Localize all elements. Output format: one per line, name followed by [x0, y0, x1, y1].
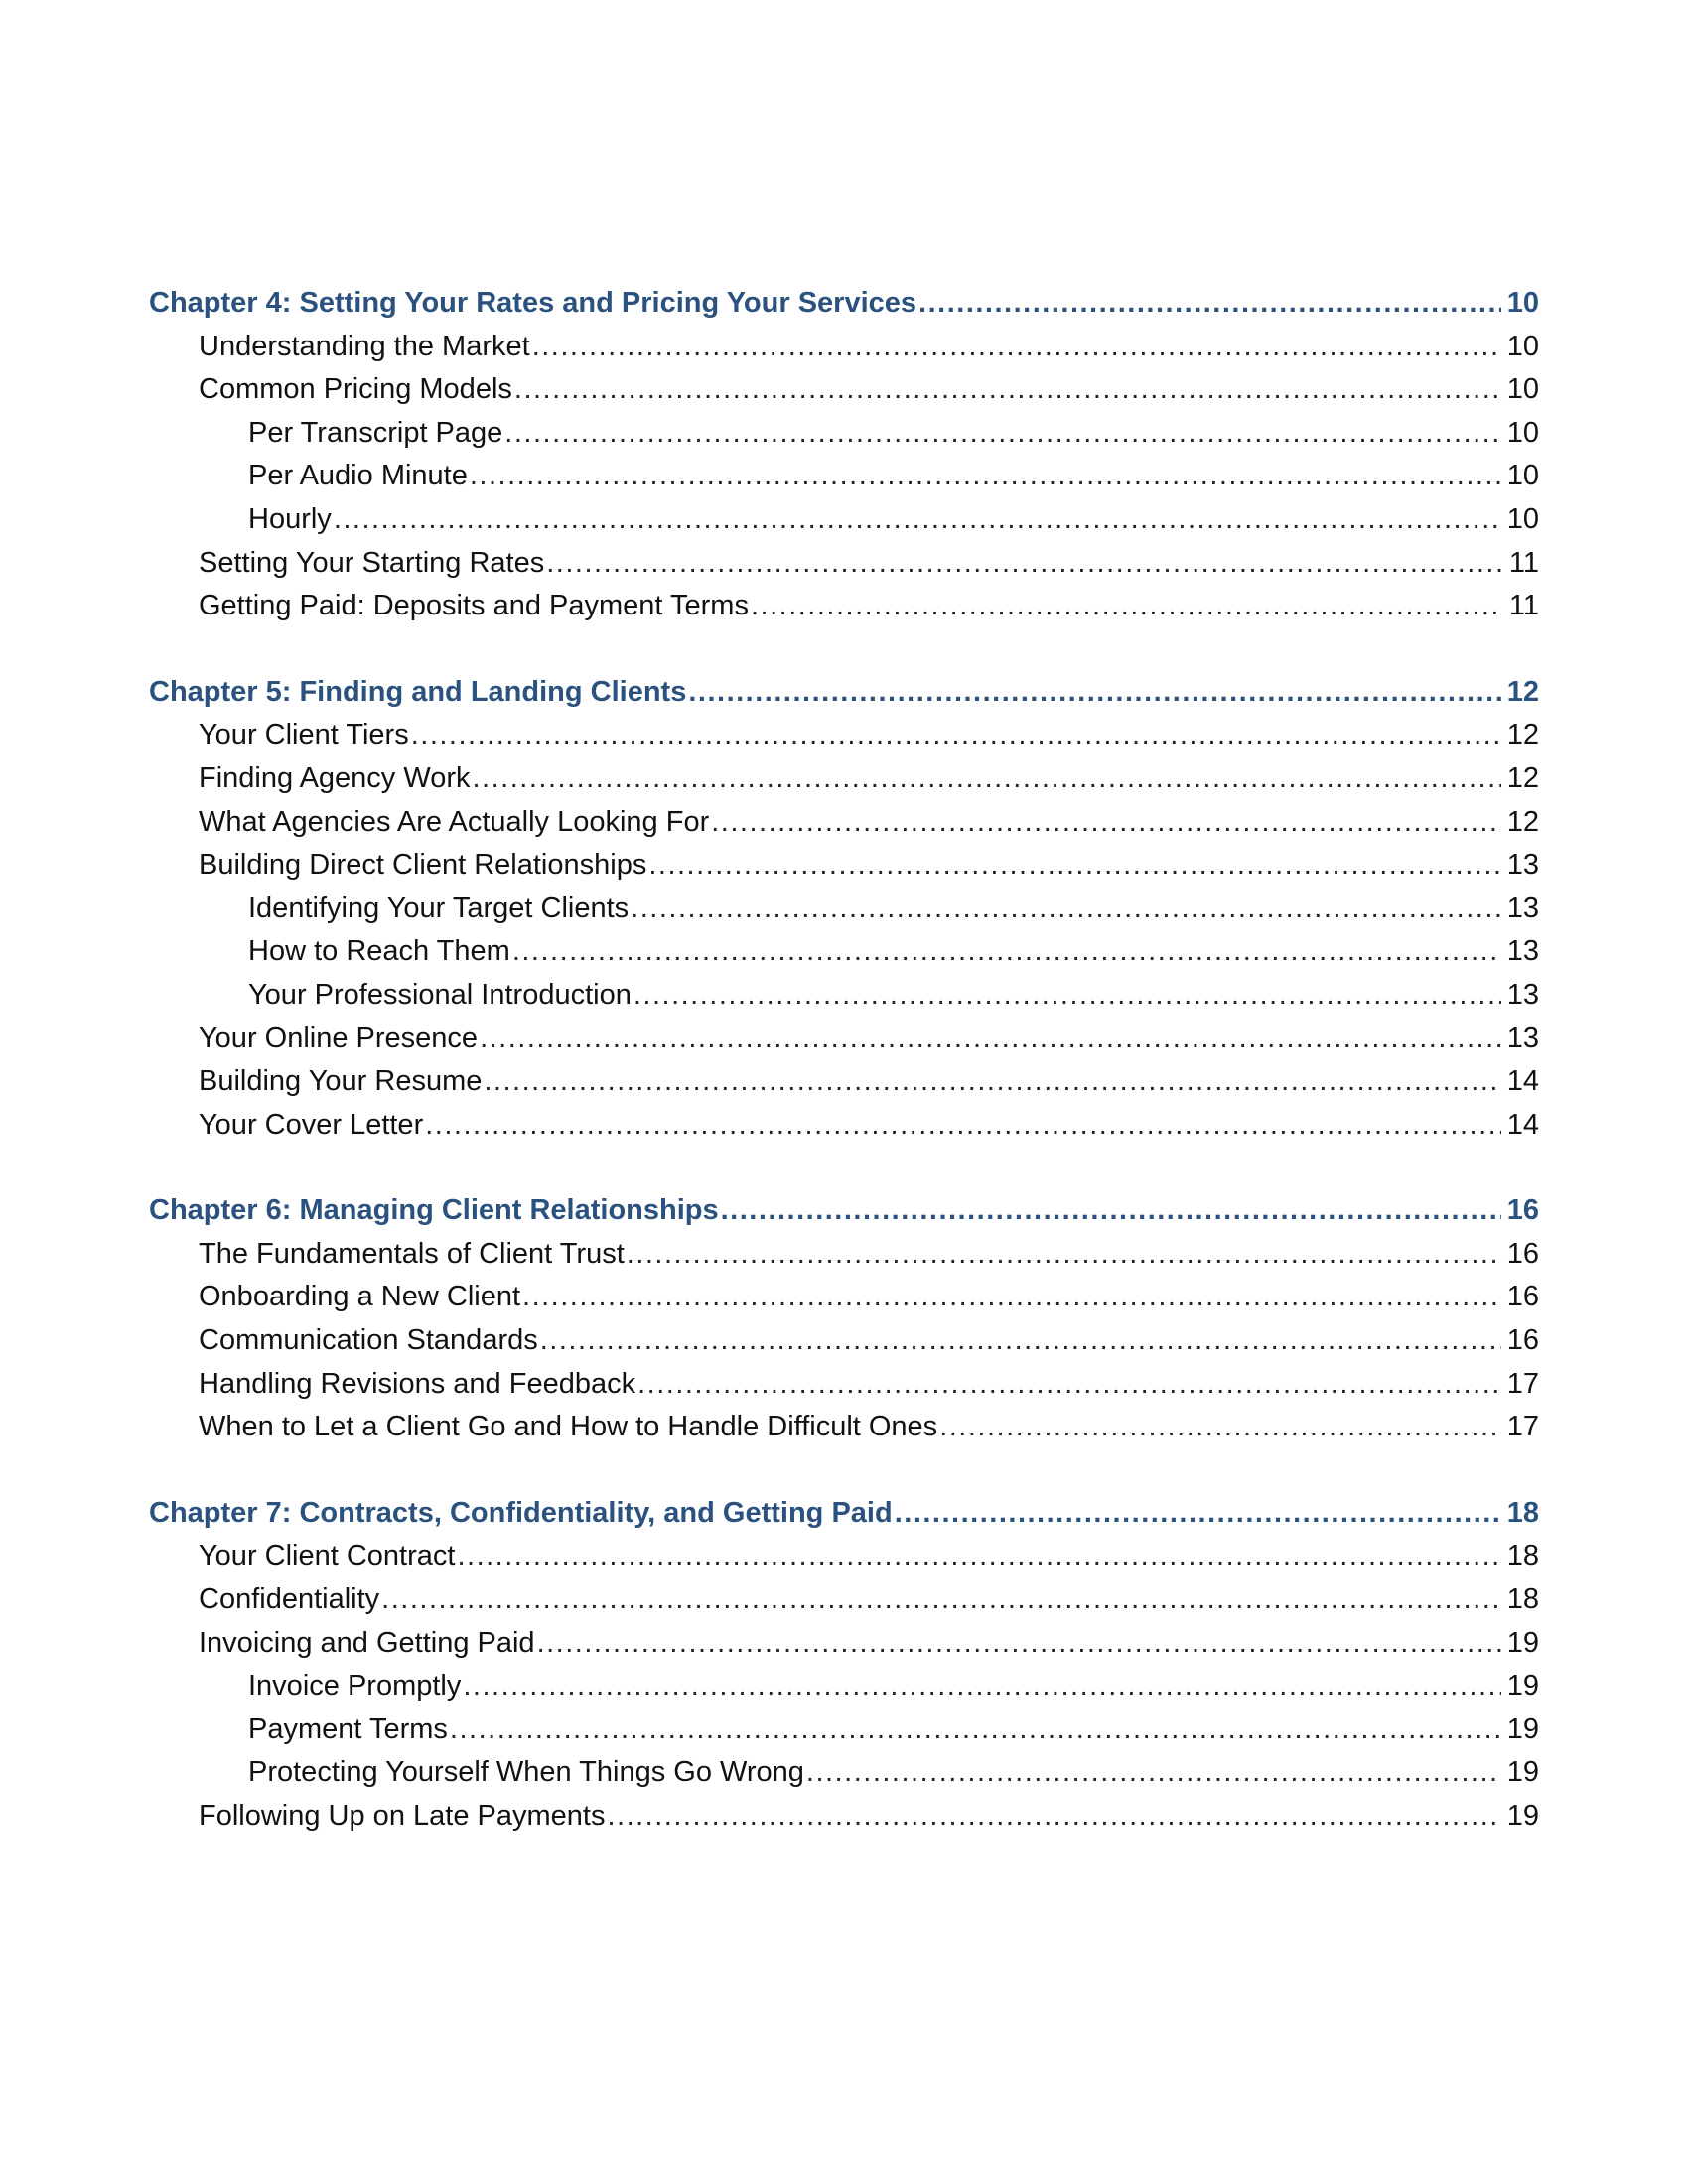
toc-section-entry[interactable]	[149, 1622, 1539, 1666]
toc-page-number: 11	[1508, 590, 1539, 622]
toc-dot-leader	[450, 1708, 1501, 1752]
toc-subsection-entry[interactable]	[149, 1751, 1539, 1795]
toc-dot-leader	[633, 974, 1501, 1018]
toc-dot-leader	[425, 1104, 1501, 1148]
toc-dot-leader	[480, 1018, 1501, 1061]
toc-dot-leader	[607, 1795, 1501, 1839]
toc-section-entry[interactable]	[149, 844, 1539, 887]
toc-page-number: 10	[1506, 330, 1539, 362]
toc-dot-leader	[939, 1406, 1501, 1449]
toc-section-entry[interactable]	[149, 1795, 1539, 1839]
toc-section-entry[interactable]	[149, 1363, 1539, 1407]
toc-dot-leader	[457, 1535, 1501, 1578]
toc-dot-leader	[540, 1319, 1501, 1363]
toc-section-entry[interactable]	[149, 1578, 1539, 1622]
toc-subsection-entry[interactable]	[149, 974, 1539, 1018]
toc-section-entry[interactable]	[149, 1276, 1539, 1319]
toc-chapter-group	[149, 282, 1539, 628]
toc-chapter-entry[interactable]	[149, 1189, 1539, 1233]
toc-page-number: 12	[1506, 675, 1539, 708]
toc-dot-leader	[470, 455, 1501, 498]
toc-entry-title: Your Online Presence	[199, 1022, 479, 1054]
toc-entry-title: Per Audio Minute	[248, 460, 468, 492]
toc-chapter-title: Chapter 4: Setting Your Rates and Pricing Your Services	[149, 287, 917, 319]
toc-entry-title: Setting Your Starting Rates	[199, 546, 545, 579]
toc-section-entry[interactable]	[149, 1406, 1539, 1449]
toc-page-number: 13	[1506, 891, 1539, 924]
toc-page-number: 19	[1506, 1800, 1539, 1832]
toc-chapter-group	[149, 671, 1539, 1148]
toc-entry-title: Finding Agency Work	[199, 761, 471, 794]
toc-page-number: 17	[1506, 1411, 1539, 1443]
toc-entry-title: Your Client Tiers	[199, 719, 409, 751]
toc-entry-title: Understanding the Market	[199, 330, 530, 362]
toc-subsection-entry[interactable]	[149, 455, 1539, 498]
toc-entry-title: Identifying Your Target Clients	[248, 891, 630, 924]
toc-chapter-entry[interactable]	[149, 1492, 1539, 1536]
toc-entry-title: Payment Terms	[248, 1712, 448, 1745]
toc-page-number: 19	[1506, 1626, 1539, 1659]
toc-entry-title: Communication Standards	[199, 1324, 538, 1357]
toc-entry-title: Your Client Contract	[199, 1540, 456, 1572]
toc-page-number: 14	[1506, 1065, 1539, 1098]
toc-section-entry[interactable]	[149, 801, 1539, 845]
toc-section-entry[interactable]	[149, 1104, 1539, 1148]
toc-dot-leader	[631, 887, 1501, 931]
toc-page-number: 18	[1506, 1540, 1539, 1572]
toc-chapter-group	[149, 1189, 1539, 1449]
toc-dot-leader	[522, 1276, 1501, 1319]
toc-section-entry[interactable]	[149, 326, 1539, 369]
toc-subsection-entry[interactable]	[149, 887, 1539, 931]
toc-page-number: 18	[1506, 1583, 1539, 1616]
toc-section-entry[interactable]	[149, 368, 1539, 412]
toc-entry-title: What Agencies Are Actually Looking For	[199, 805, 710, 838]
toc-dot-leader	[546, 542, 1501, 586]
toc-entry-title: Following Up on Late Payments	[199, 1800, 606, 1832]
toc-page-number: 13	[1506, 935, 1539, 968]
toc-page-number: 10	[1506, 460, 1539, 492]
toc-page-number: 11	[1508, 546, 1539, 579]
toc-dot-leader	[648, 844, 1501, 887]
toc-subsection-entry[interactable]	[149, 930, 1539, 974]
toc-entry-title: Per Transcript Page	[248, 416, 503, 449]
toc-entry-title: Handling Revisions and Feedback	[199, 1367, 636, 1400]
toc-page-number: 14	[1506, 1108, 1539, 1141]
toc-dot-leader	[637, 1363, 1501, 1407]
toc-page-number: 10	[1506, 373, 1539, 406]
toc-section-entry[interactable]	[149, 585, 1539, 628]
toc-page-number: 19	[1506, 1712, 1539, 1745]
toc-dot-leader	[627, 1233, 1501, 1277]
toc-page-number: 13	[1506, 978, 1539, 1011]
toc-dot-leader	[721, 1189, 1501, 1233]
toc-dot-leader	[711, 801, 1501, 845]
toc-entry-title: Building Direct Client Relationships	[199, 849, 647, 882]
toc-dot-leader	[532, 326, 1501, 369]
toc-page-number: 13	[1506, 1022, 1539, 1054]
toc-entry-title: Your Cover Letter	[199, 1108, 424, 1141]
toc-subsection-entry[interactable]	[149, 1708, 1539, 1752]
toc-entry-title: Common Pricing Models	[199, 373, 512, 406]
toc-page-number: 18	[1506, 1496, 1539, 1529]
toc-entry-title: Invoice Promptly	[248, 1670, 462, 1703]
toc-page-number: 13	[1506, 849, 1539, 882]
toc-page-number: 19	[1506, 1670, 1539, 1703]
toc-dot-leader	[463, 1665, 1501, 1708]
toc-page-number: 16	[1506, 1324, 1539, 1357]
toc-dot-leader	[918, 282, 1501, 326]
toc-entry-title: When to Let a Client Go and How to Handle Difficult Ones	[199, 1411, 938, 1443]
toc-dot-leader	[537, 1622, 1501, 1666]
toc-section-entry[interactable]	[149, 542, 1539, 586]
toc-dot-leader	[512, 930, 1501, 974]
toc-entry-title: Your Professional Introduction	[248, 978, 632, 1011]
toc-entry-title: Invoicing and Getting Paid	[199, 1626, 535, 1659]
toc-section-entry[interactable]	[149, 714, 1539, 757]
toc-chapter-title: Chapter 6: Managing Client Relationships	[149, 1194, 719, 1227]
toc-dot-leader	[473, 757, 1502, 801]
toc-dot-leader	[806, 1751, 1501, 1795]
toc-page-number: 16	[1506, 1237, 1539, 1270]
toc-dot-leader	[895, 1492, 1501, 1536]
toc-dot-leader	[504, 412, 1501, 456]
toc-chapter-title: Chapter 5: Finding and Landing Clients	[149, 675, 687, 708]
toc-page-number: 16	[1506, 1281, 1539, 1313]
toc-chapter-title: Chapter 7: Contracts, Confidentiality, and Getting Paid	[149, 1496, 893, 1529]
toc-entry-title: Protecting Yourself When Things Go Wrong	[248, 1756, 804, 1789]
toc-dot-leader	[751, 585, 1501, 628]
toc-section-entry[interactable]	[149, 1233, 1539, 1277]
toc-chapter-entry[interactable]	[149, 282, 1539, 326]
toc-page-number: 10	[1506, 287, 1539, 319]
toc-page-number: 19	[1506, 1756, 1539, 1789]
toc-page-number: 12	[1506, 761, 1539, 794]
toc-chapter-entry[interactable]	[149, 671, 1539, 715]
toc-dot-leader	[334, 498, 1501, 542]
toc-entry-title: Hourly	[248, 502, 332, 535]
toc-page-number: 12	[1506, 719, 1539, 751]
toc-subsection-entry[interactable]	[149, 1665, 1539, 1708]
toc-page-number: 12	[1506, 805, 1539, 838]
toc-section-entry[interactable]	[149, 1060, 1539, 1104]
toc-page-number: 10	[1506, 416, 1539, 449]
table-of-contents	[149, 282, 1539, 1881]
toc-section-entry[interactable]	[149, 1319, 1539, 1363]
toc-dot-leader	[688, 671, 1501, 715]
toc-entry-title: Onboarding a New Client	[199, 1281, 521, 1313]
toc-dot-leader	[381, 1578, 1501, 1622]
toc-section-entry[interactable]	[149, 1535, 1539, 1578]
toc-dot-leader	[484, 1060, 1501, 1104]
toc-subsection-entry[interactable]	[149, 412, 1539, 456]
toc-page-number: 16	[1506, 1194, 1539, 1227]
toc-entry-title: Confidentiality	[199, 1583, 380, 1616]
toc-page-number: 10	[1506, 502, 1539, 535]
toc-entry-title: The Fundamentals of Client Trust	[199, 1237, 625, 1270]
toc-dot-leader	[514, 368, 1501, 412]
toc-entry-title: Getting Paid: Deposits and Payment Terms	[199, 590, 749, 622]
toc-dot-leader	[411, 714, 1501, 757]
toc-chapter-group	[149, 1492, 1539, 1839]
toc-entry-title: How to Reach Them	[248, 935, 510, 968]
toc-section-entry[interactable]	[149, 757, 1539, 801]
toc-section-entry[interactable]	[149, 1018, 1539, 1061]
toc-entry-title: Building Your Resume	[199, 1065, 483, 1098]
toc-subsection-entry[interactable]	[149, 498, 1539, 542]
toc-page-number: 17	[1506, 1367, 1539, 1400]
